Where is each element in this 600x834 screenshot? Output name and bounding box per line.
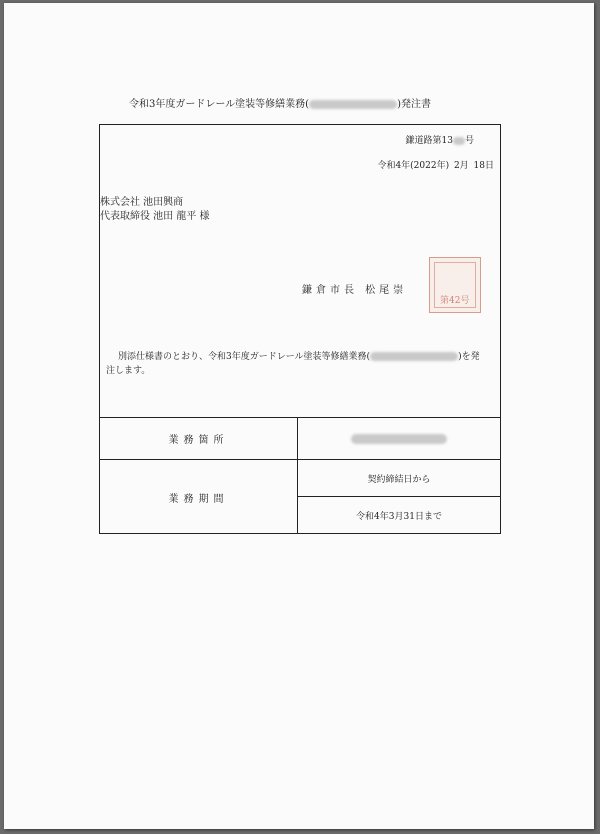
period-end: 令和4年3月31日まで <box>356 512 442 522</box>
document-number <box>406 133 474 146</box>
body-line-1-suffix: )を発 <box>458 352 480 362</box>
location-label: 業務箇所 <box>168 435 229 446</box>
period-start: 契約締結日から <box>367 474 431 485</box>
document-page <box>4 3 594 829</box>
document-number-prefix: 鎌道路第13 <box>405 136 453 146</box>
location-label-cell <box>100 418 298 460</box>
order-form-frame <box>99 124 501 534</box>
period-end-cell <box>298 497 500 534</box>
period-label: 業務期間 <box>168 493 229 505</box>
title-text-prefix: 令和3年度ガードレール塗装等修繕業務( <box>129 99 310 110</box>
order-body-text <box>106 350 494 378</box>
redacted-title-segment <box>309 100 397 109</box>
period-label-cell <box>100 460 298 534</box>
redacted-number-digits <box>453 137 465 145</box>
details-table <box>100 417 500 534</box>
official-seal-stamp <box>429 257 481 313</box>
redacted-body-segment <box>370 352 458 361</box>
seal-number-text: 第42号 <box>440 296 470 306</box>
document-title <box>129 95 489 110</box>
addressee-block <box>100 196 210 224</box>
body-line-1 <box>106 350 494 364</box>
document-number-suffix: 号 <box>464 136 474 146</box>
addressee-person: 代表取締役 池田 龍平 様 <box>100 211 210 222</box>
redacted-location-value <box>351 434 447 444</box>
addressee-company: 株式会社 池田興商 <box>100 197 184 208</box>
issue-date: 令和4年(2022年) 2月 18日 <box>377 161 494 171</box>
body-line-2: 注します。 <box>106 366 151 376</box>
sender-name: 鎌倉市長 松尾崇 <box>302 285 408 296</box>
body-line-1-prefix: 別添仕様書のとおり、令和3年度ガードレール塗装等修繕業務( <box>118 352 371 362</box>
title-text-suffix: )発注書 <box>397 99 431 110</box>
period-start-cell <box>298 460 500 497</box>
location-value-cell <box>298 418 500 460</box>
